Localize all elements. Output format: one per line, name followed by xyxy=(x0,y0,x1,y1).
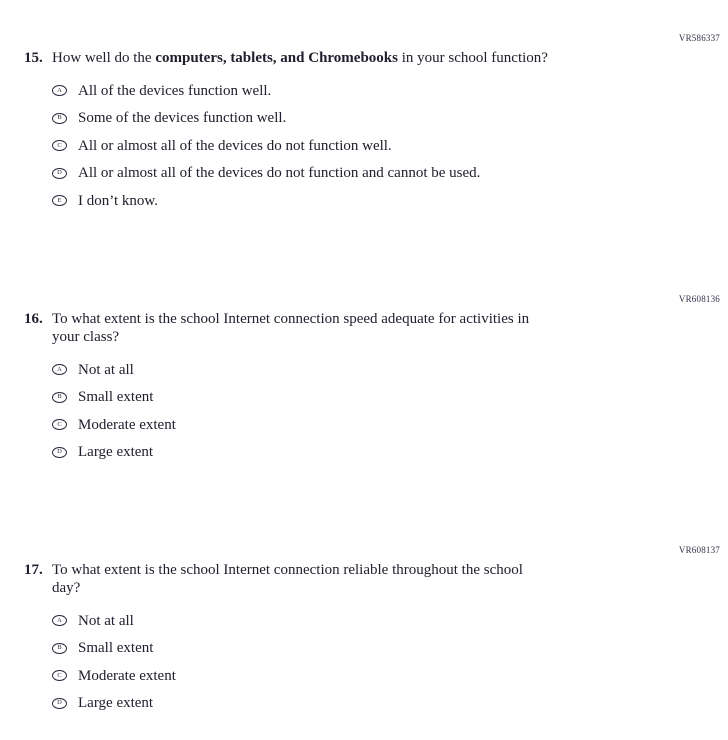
answer-option-b[interactable] xyxy=(0,635,728,663)
question-text-line2: your class? xyxy=(52,329,120,345)
answer-option-a[interactable] xyxy=(0,77,728,105)
option-bubble-d[interactable] xyxy=(52,698,67,709)
option-bubble-c[interactable] xyxy=(52,670,67,681)
question-row xyxy=(0,49,728,67)
answer-option-a[interactable] xyxy=(0,607,728,635)
option-bubble-a[interactable] xyxy=(52,85,67,96)
option-label: Not at all xyxy=(78,361,134,378)
answer-options xyxy=(0,607,728,717)
option-letter: D xyxy=(57,169,62,176)
answer-options xyxy=(0,77,728,215)
option-label: Large extent xyxy=(78,695,154,712)
option-letter: A xyxy=(57,86,62,94)
option-bubble-c[interactable] xyxy=(52,419,67,430)
option-letter: D xyxy=(57,699,62,706)
option-label: Moderate extent xyxy=(78,667,176,684)
option-letter: B xyxy=(57,393,62,400)
question-text xyxy=(52,561,608,597)
option-letter: D xyxy=(57,448,62,455)
answer-option-e[interactable] xyxy=(0,187,728,215)
question-code: VR586337 xyxy=(678,33,720,43)
option-bubble-c[interactable] xyxy=(52,140,67,151)
answer-option-c[interactable] xyxy=(0,411,728,439)
question-row xyxy=(0,561,728,597)
answer-option-d[interactable] xyxy=(0,160,728,188)
question-block-17 xyxy=(0,545,728,717)
option-bubble-d[interactable] xyxy=(52,168,67,179)
question-code: VR608137 xyxy=(678,545,720,555)
question-row xyxy=(0,310,728,346)
option-bubble-e[interactable] xyxy=(52,195,67,206)
option-letter: C xyxy=(57,141,62,149)
option-letter: B xyxy=(57,644,62,651)
answer-option-b[interactable] xyxy=(0,384,728,412)
option-letter: B xyxy=(57,114,62,121)
question-text-line1: To what extent is the school Internet connection speed adequate for activities in xyxy=(52,311,530,327)
option-bubble-b[interactable] xyxy=(52,113,67,124)
answer-option-c[interactable] xyxy=(0,132,728,160)
option-bubble-b[interactable] xyxy=(52,392,67,403)
answer-option-a[interactable] xyxy=(0,356,728,384)
question-block-16 xyxy=(0,294,728,466)
option-bubble-b[interactable] xyxy=(52,643,67,654)
option-letter: C xyxy=(57,420,62,428)
question-number: 15. xyxy=(24,50,43,66)
option-letter: A xyxy=(57,365,62,373)
answer-option-c[interactable] xyxy=(0,662,728,690)
question-number: 17. xyxy=(24,562,43,578)
question-number: 16. xyxy=(24,311,43,327)
option-letter: C xyxy=(57,671,62,679)
question-code: VR608136 xyxy=(678,294,720,304)
question-text-line2: day? xyxy=(52,580,81,596)
question-text-bold: computers, tablets, and Chromebooks xyxy=(155,50,398,66)
question-text xyxy=(52,49,608,67)
option-label: All or almost all of the devices do not function well. xyxy=(78,137,392,154)
option-bubble-d[interactable] xyxy=(52,447,67,458)
question-text-line1: To what extent is the school Internet connection reliable throughout the school xyxy=(52,562,523,578)
answer-option-d[interactable] xyxy=(0,690,728,718)
option-bubble-a[interactable] xyxy=(52,364,67,375)
question-text-prefix: How well do the xyxy=(52,50,156,66)
option-label: Large extent xyxy=(78,444,154,461)
answer-options xyxy=(0,356,728,466)
option-label: Some of the devices function well. xyxy=(78,110,287,127)
option-bubble-a[interactable] xyxy=(52,615,67,626)
option-label: All of the devices function well. xyxy=(78,82,272,99)
option-label: All or almost all of the devices do not function and cannot be used. xyxy=(78,165,481,182)
option-letter: A xyxy=(57,616,62,624)
option-label: Small extent xyxy=(78,640,154,657)
question-block-15 xyxy=(0,33,728,215)
option-letter: E xyxy=(57,196,62,204)
option-label: I don’t know. xyxy=(78,192,158,209)
question-text-suffix: in your school function? xyxy=(397,50,548,66)
option-label: Not at all xyxy=(78,612,134,629)
option-label: Moderate extent xyxy=(78,416,176,433)
question-text xyxy=(52,310,608,346)
option-label: Small extent xyxy=(78,389,154,406)
answer-option-d[interactable] xyxy=(0,439,728,467)
answer-option-b[interactable] xyxy=(0,105,728,133)
